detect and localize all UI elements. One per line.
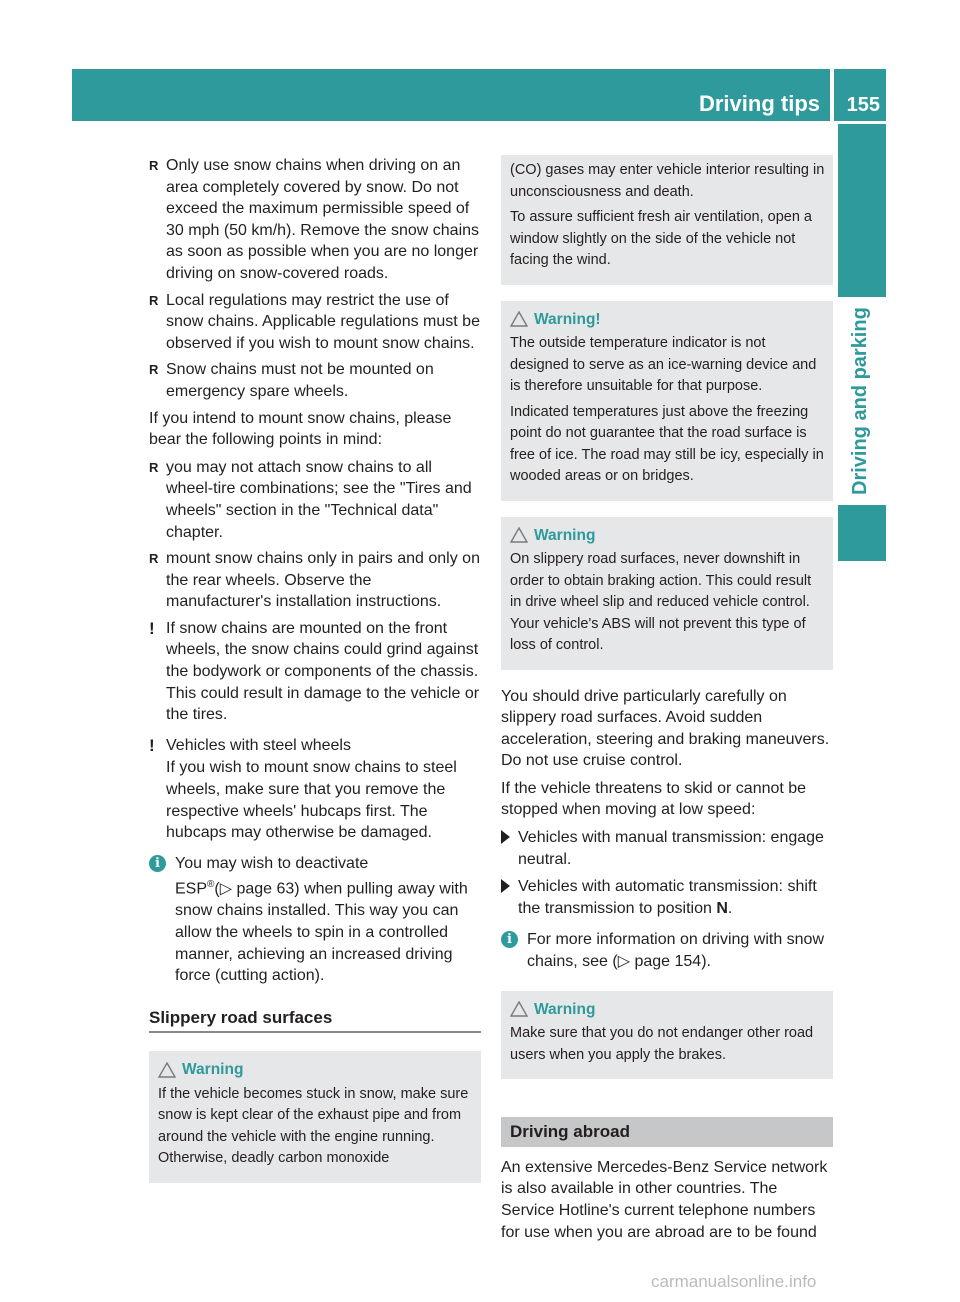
warning-text: (CO) gases may enter vehicle interior resulting in unconsciousness and death. (510, 162, 825, 200)
left-column (149, 155, 481, 1199)
warning-header (158, 1059, 473, 1081)
exclamation-icon: ! (149, 618, 155, 638)
side-marker (838, 505, 886, 561)
side-tab (838, 124, 886, 297)
side-label (849, 305, 879, 495)
intro-text: If you intend to mount snow chains, please bear the following points in mind: (149, 409, 452, 449)
page-number-box (834, 69, 886, 121)
info-note (501, 929, 833, 972)
list-item: R Local regulations may restrict the use of snow chains. Applicable regulations must be observed if you wish to mount snow chains. (149, 290, 481, 355)
step-item (501, 827, 833, 870)
step-item (501, 876, 833, 919)
warning-header (510, 999, 825, 1021)
warning-text: If the vehicle becomes stuck in snow, make sure snow is kept clear of the exhaust pipe and from around the vehicle with the engine running. Otherwise, deadly carbon monoxide (158, 1085, 469, 1167)
warning-box-continued (501, 155, 833, 285)
info-note (149, 853, 481, 987)
warning-title: Warning (534, 1000, 596, 1018)
warning-box (501, 301, 833, 501)
warning-text: The outside temperature indicator is not designed to serve as an ice-warning device and is therefore unsuitable for that purpose. (510, 335, 817, 394)
warning-triangle-icon (510, 311, 528, 327)
warning-title: Warning! (534, 310, 601, 328)
info-icon: i (501, 931, 518, 948)
list-item: R Only use snow chains when driving on an area completely covered by snow. Do not exceed the maximum permissible speed of 30 mph (50 km/h). Remove the snow chains as soon as possible when you are no longer driving on snow-covered roads. (149, 155, 481, 285)
info-text: For more information on driving with snow chains, see (▷ page 154). (527, 931, 825, 971)
warning-title: Warning (182, 1061, 244, 1079)
page-number: 155 (846, 94, 880, 116)
list-item: R mount snow chains only in pairs and only on the rear wheels. Observe the manufacturer's installation instructions. (149, 548, 481, 613)
warning-title: Warning (534, 526, 596, 544)
body-paragraph: If the vehicle threatens to skid or cannot be stopped when moving at low speed: (501, 779, 807, 819)
info-text: (▷ page 63) when pulling away with snow chains installed. This way you can allow the wheels to spin in a controlled manner, achieving an increased driving force (cutting action). (175, 880, 468, 985)
watermark: carmanualsonline.info (651, 1272, 817, 1291)
registered-mark: ® (207, 879, 215, 891)
warning-text: Make sure that you do not endanger other road users when you apply the brakes. (510, 1025, 814, 1063)
warning-triangle-icon (158, 1062, 176, 1078)
note-text: If you wish to mount snow chains to steel wheels, make sure that you remove the respective wheels' hubcaps first. The hubcaps may otherwise be damaged. (166, 759, 457, 842)
warning-text: To assure sufficient fresh air ventilation, open a window slightly on the side of the vehicle not facing the wind. (510, 209, 812, 268)
warning-box (501, 991, 833, 1080)
warning-header (510, 525, 825, 547)
caution-note (149, 735, 481, 844)
page-title: Driving tips (698, 91, 820, 116)
warning-text: Indicated temperatures just above the freezing point do not guarantee that the road surface is free of ice. The road may still be icy, especially in wooded areas or on bridges. (510, 403, 824, 484)
gear-position: N (716, 899, 728, 917)
step-arrow-icon (501, 830, 510, 844)
body-paragraph: You should drive particularly carefully on slippery road surfaces. Avoid sudden acceleration, steering and braking maneuvers. Do not use cruise control. (501, 687, 830, 770)
warning-triangle-icon (510, 527, 528, 543)
section-title: Driving abroad (501, 1117, 833, 1147)
step-text: Vehicles with manual transmission: engage neutral. (518, 829, 824, 868)
step-arrow-icon (501, 879, 510, 893)
header-bar (72, 69, 830, 121)
esp-text: ESP (175, 880, 208, 898)
section-title: Slippery road surfaces (149, 1007, 481, 1034)
list-item: R Snow chains must not be mounted on emergency spare wheels. (149, 359, 481, 402)
exclamation-icon: ! (149, 735, 155, 755)
warning-box (149, 1051, 481, 1183)
info-text: You may wish to deactivate (175, 854, 369, 872)
step-text-end: . (727, 899, 733, 917)
step-text: Vehicles with automatic transmission: shift the transmission to position (518, 878, 817, 917)
warning-triangle-icon (510, 1001, 528, 1017)
warning-header (510, 309, 825, 331)
note-title: Vehicles with steel wheels (166, 736, 351, 754)
body-paragraph: An extensive Mercedes-Benz Service network is also available in other countries. The Service Hotline's current telephone numbers for use when you are abroad are to be found (501, 1158, 828, 1241)
side-label-text: Driving and parking (849, 307, 871, 495)
warning-box (501, 517, 833, 670)
warning-text: On slippery road surfaces, never downshift in order to obtain braking action. This could result in drive wheel slip and reduced vehicle control. Your vehicle's ABS will not prevent this type of loss of control. (510, 551, 812, 653)
right-column (501, 155, 833, 1249)
note-text: If snow chains are mounted on the front wheels, the snow chains could grind against the bodywork or components of the chassis. This could result in damage to the vehicle or the tires. (166, 619, 480, 724)
info-icon: i (149, 855, 166, 872)
list-item: R you may not attach snow chains to all wheel-tire combinations; see the "Tires and wheels" section in the "Technical data" chapter. (149, 457, 481, 543)
caution-note (149, 618, 481, 726)
